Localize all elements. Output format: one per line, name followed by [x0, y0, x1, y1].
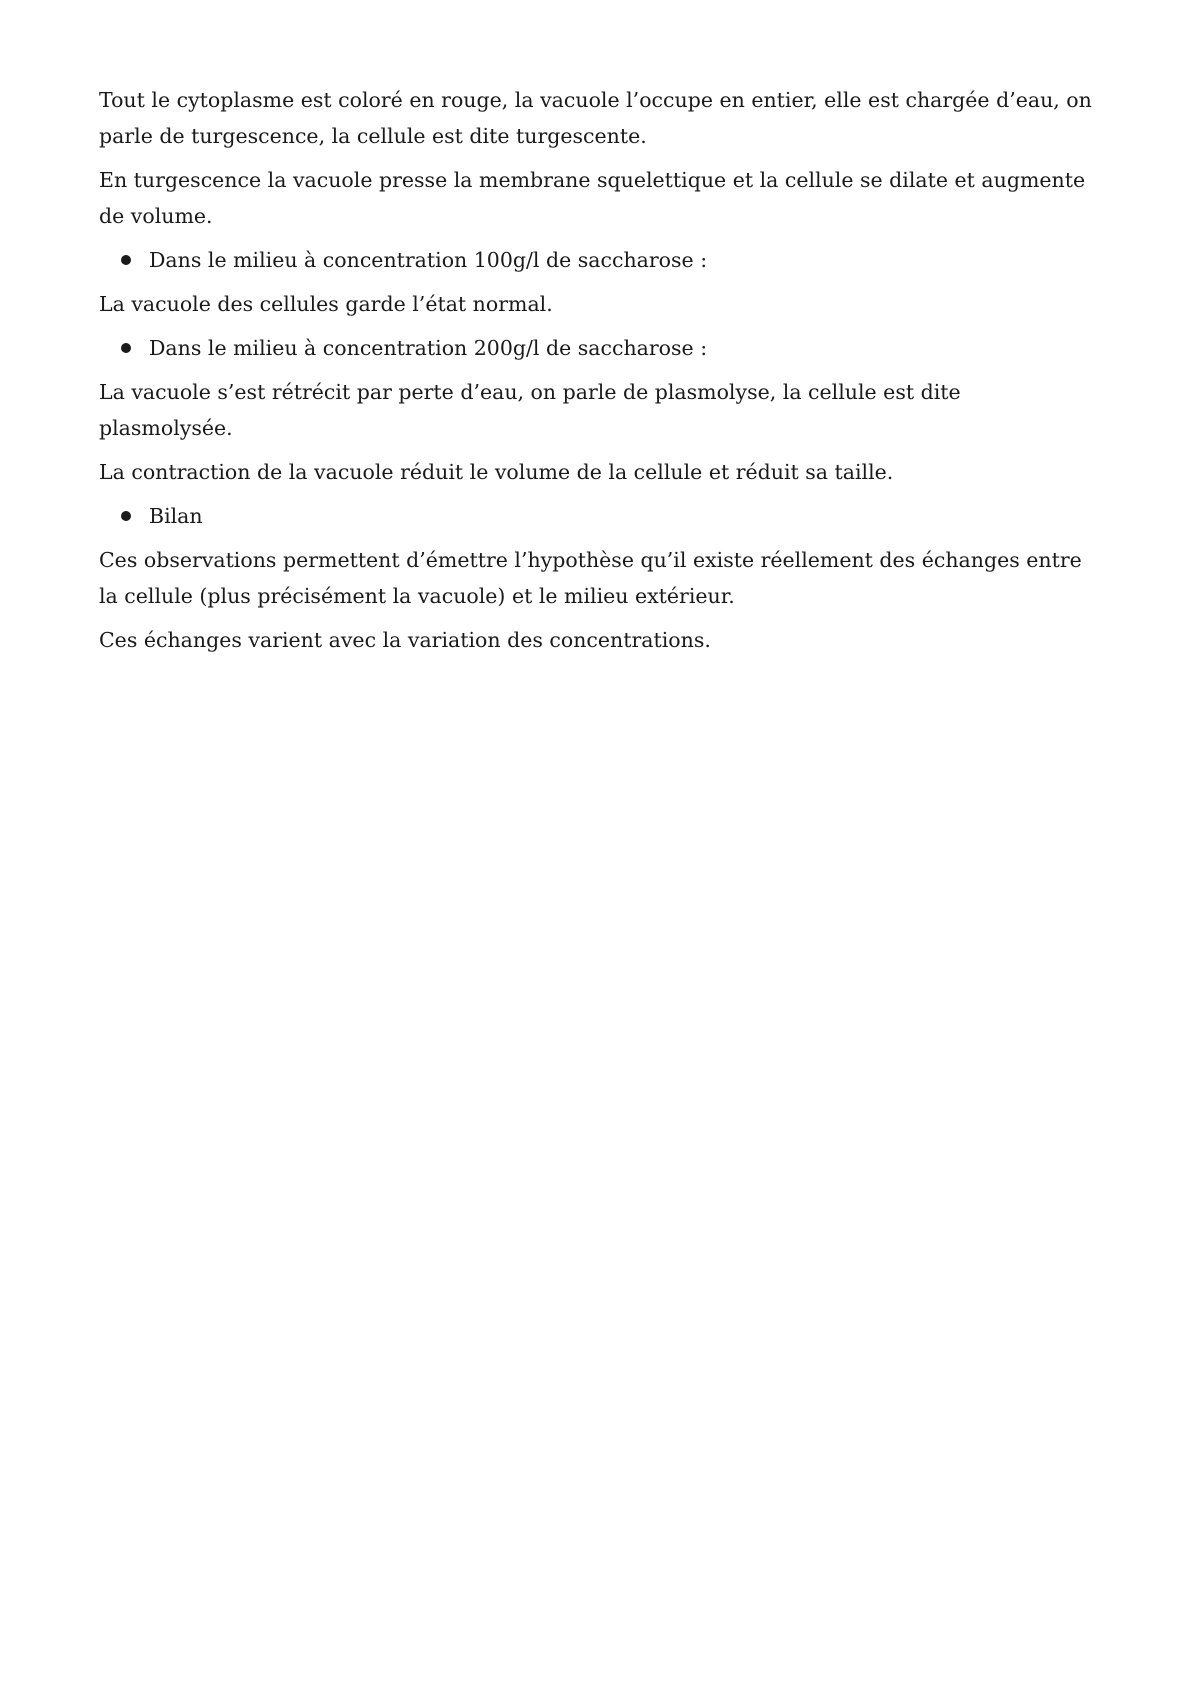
paragraph-contraction: La contraction de la vacuole réduit le volume de la cellule et réduit sa taille. — [99, 460, 894, 484]
paragraph-plasmolyse: La vacuole s’est rétrécit par perte d’eau, on parle de plasmolyse, la cellule est dite plasmolysée. — [99, 380, 961, 440]
bullet-icon — [121, 343, 131, 353]
list-item-100gl — [99, 242, 1099, 278]
list-item-label: Dans le milieu à concentration 200g/l de saccharose : — [149, 336, 708, 360]
list-item-label: Bilan — [149, 504, 203, 528]
paragraph-normal-state: La vacuole des cellules garde l’état normal. — [99, 292, 553, 316]
paragraph-echanges: Ces échanges varient avec la variation des concentrations. — [99, 628, 711, 652]
list-item-bilan — [99, 498, 1099, 534]
list-item-label: Dans le milieu à concentration 100g/l de saccharose : — [149, 248, 708, 272]
paragraph-hypothese: Ces observations permettent d’émettre l’hypothèse qu’il existe réellement des échanges entre la cellule (plus précisément la vacuole) et le milieu extérieur. — [99, 548, 1082, 608]
list-item-200gl — [99, 330, 1099, 366]
bullet-icon — [121, 511, 131, 521]
paragraph-turgescence-effect: En turgescence la vacuole presse la membrane squelettique et la cellule se dilate et augmente de volume. — [99, 168, 1086, 228]
paragraph-turgescence: Tout le cytoplasme est coloré en rouge, la vacuole l’occupe en entier, elle est chargée d’eau, on parle de turgescence, la cellule est dite turgescente. — [99, 88, 1092, 148]
bullet-icon — [121, 255, 131, 265]
document-body — [99, 82, 1099, 666]
